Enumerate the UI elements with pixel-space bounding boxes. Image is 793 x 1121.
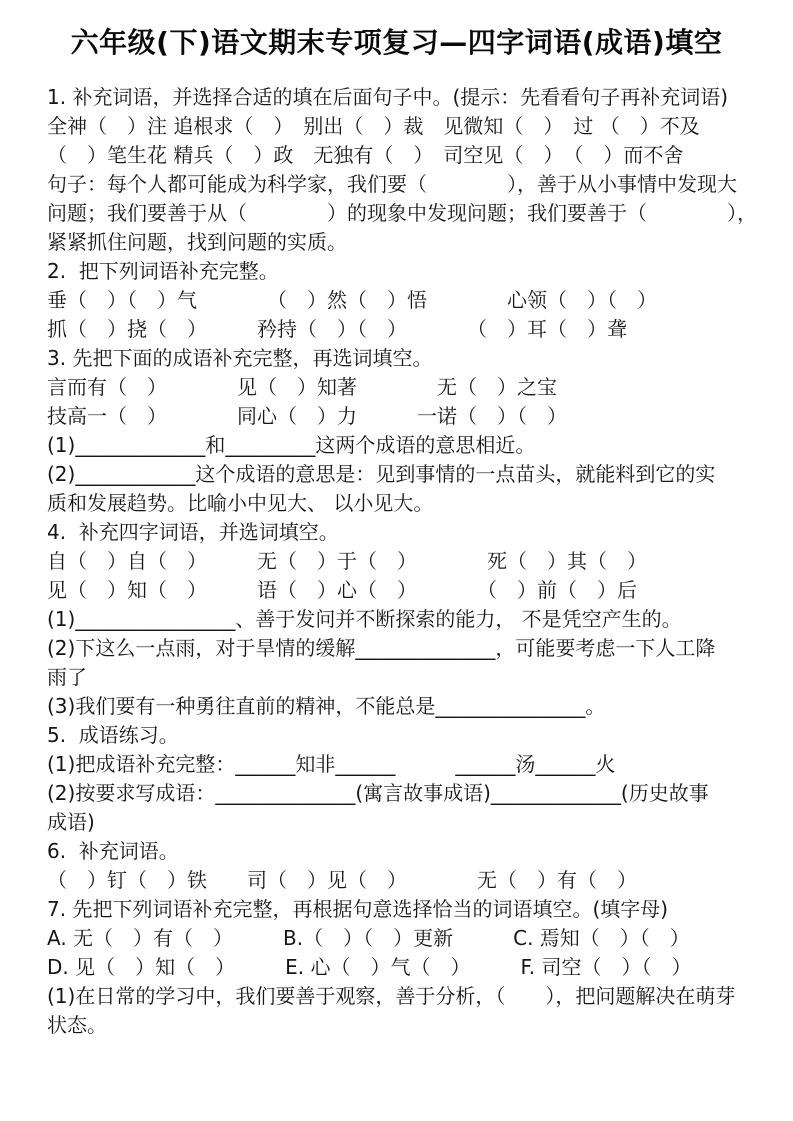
question-1-sentence-line-1: 句子：每个人都可能成为科学家，我们要（ ），善于从小事情中发现大 bbox=[47, 172, 737, 196]
question-2-word-blanks-row-1: 垂（ ）（ ）气 （ ）然（ ）悟 心领（ ）（ ） bbox=[47, 288, 657, 312]
question-4-subitem-1: (1)________________、善于发问并不断探索的能力， 不是凭空产生的。 bbox=[47, 607, 682, 631]
question-1-prompt: 1. 补充词语，并选择合适的填在后面句子中。(提示：先看看句子再补充词语) bbox=[47, 85, 729, 109]
question-1-sentence-line-2: 问题；我们要善于从（ ）的现象中发现问题；我们要善于（ ）， bbox=[47, 201, 757, 225]
question-6-word-blanks-row-1: （ ）钉（ ）铁 司（ ）见（ ） 无（ ）有（ ） bbox=[47, 868, 637, 892]
question-4-subitem-2: (2)下这么一点雨，对于旱情的缓解______________，可能要考虑一下人工降 bbox=[47, 636, 716, 660]
question-2 bbox=[47, 257, 775, 344]
worksheet-title: 六年级(下)语文期末专项复习—四字词语(成语)填空 bbox=[70, 26, 723, 59]
question-3-prompt: 3. 先把下面的成语补充完整，再选词填空。 bbox=[47, 346, 433, 370]
question-5-prompt: 5. 成语练习。 bbox=[47, 723, 179, 747]
question-2-prompt: 2. 把下列词语补充完整。 bbox=[47, 259, 279, 283]
question-3-subitem-1: (1)_____________和_________这两个成语的意思相近。 bbox=[47, 433, 536, 457]
question-5-subitem-2-continued: 成语) bbox=[47, 810, 95, 834]
question-7-subitem-1: (1)在日常的学习中，我们要善于观察，善于分析，（ ），把问题解决在萌芽 bbox=[47, 984, 736, 1008]
question-7 bbox=[47, 895, 775, 1040]
question-4-word-blanks-row-1: 自（ ）自（ ） 无（ ）于（ ） 死（ ）其（ ） bbox=[47, 549, 647, 573]
question-1-word-blanks-row-2: （ ）笔生花 精兵（ ）政 无独有（ ） 司空见（ ） （ ）而不舍 bbox=[47, 143, 684, 167]
question-1 bbox=[47, 83, 775, 257]
question-3-word-blanks-row-2: 技高一（ ） 同心（ ）力 一诺（ ）（ ） bbox=[47, 404, 567, 428]
question-1-sentence-line-3: 紧紧抓住问题，找到问题的实质。 bbox=[47, 230, 347, 254]
question-3-subitem-2-continued: 质和发展趋势。比喻小中见大、 以小见大。 bbox=[47, 491, 434, 515]
question-4-word-blanks-row-2: 见（ ）知（ ） 语（ ）心（ ） （ ）前（ ）后 bbox=[47, 578, 637, 602]
question-5 bbox=[47, 721, 775, 837]
question-4 bbox=[47, 518, 775, 721]
question-5-subitem-1: (1)把成语补充完整：______知非______ ______汤______火 bbox=[47, 752, 616, 776]
question-3-subitem-2: (2)____________这个成语的意思是：见到事情的一点苗头，就能料到它的实 bbox=[47, 462, 716, 486]
question-3-word-blanks-row-1: 言而有（ ） 见（ ）知著 无（ ）之宝 bbox=[47, 375, 557, 399]
question-2-word-blanks-row-2: 抓（ ）挠（ ） 矜持（ ）（ ） （ ）耳（ ）聋 bbox=[47, 317, 627, 341]
question-5-subitem-2: (2)按要求写成语：______________(寓言故事成语)_____________(历史故事 bbox=[47, 781, 709, 805]
question-6-prompt: 6. 补充词语。 bbox=[47, 839, 179, 863]
question-7-options-row-def: D. 见（ ）知（ ） E. 心（ ）气（ ） F. 司空（ ）（ ） bbox=[47, 955, 692, 979]
question-4-prompt: 4. 补充四字词语，并选词填空。 bbox=[47, 520, 339, 544]
question-7-prompt: 7. 先把下列词语补充完整，再根据句意选择恰当的词语填空。(填字母) bbox=[47, 897, 669, 921]
question-4-subitem-3: (3)我们要有一种勇往直前的精神，不能总是_______________。 bbox=[47, 694, 606, 718]
question-7-options-row-abc: A. 无（ ）有（ ） B.（ ）（ ）更新 C. 焉知（ ）（ ） bbox=[47, 926, 690, 950]
question-3 bbox=[47, 344, 775, 518]
question-4-subitem-2-continued: 雨了 bbox=[47, 665, 87, 689]
question-6 bbox=[47, 837, 775, 895]
question-7-subitem-1-continued: 状态。 bbox=[47, 1013, 107, 1037]
question-1-word-blanks-row-1: 全神（ ）注 追根求（ ） 别出（ ）裁 见微知（ ） 过 （ ）不及 bbox=[47, 114, 700, 138]
